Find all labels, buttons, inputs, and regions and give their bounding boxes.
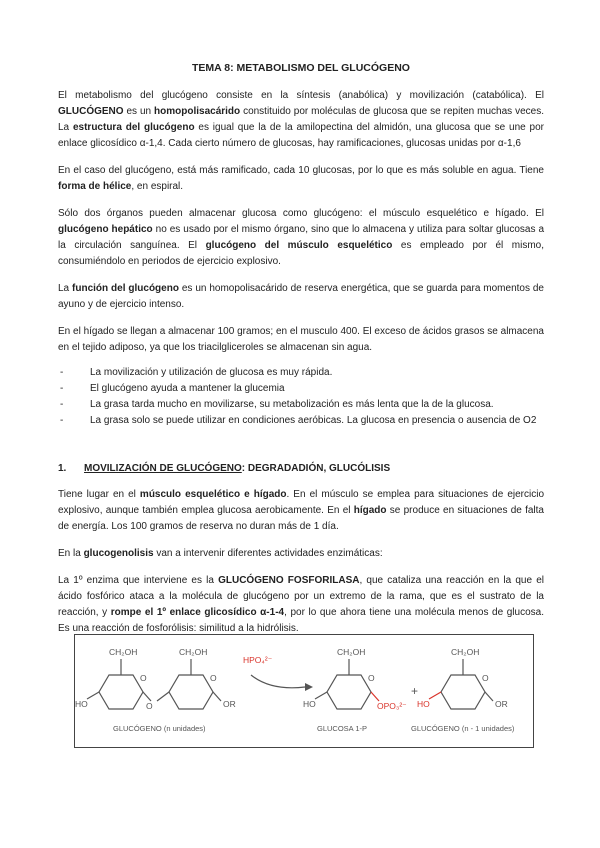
- or-label: OR: [495, 699, 508, 709]
- section-heading: 1. MOVILIZACIÓN DE GLUCÓGENO: DEGRADADIÓN, GLUCÓLISIS: [58, 463, 391, 474]
- ring-oxygen-label: O: [140, 673, 147, 683]
- ch2oh-label: CH₂OH: [179, 647, 208, 657]
- document-body: [58, 62, 544, 648]
- arrow-head: [305, 683, 313, 691]
- label-glycogen-n-minus-1: GLUCÓGENO (n - 1 unidades): [411, 724, 515, 733]
- glucose-1-phosphate: [303, 647, 407, 711]
- paragraph-branching: En el caso del glucógeno, está más ramificado, cada 10 glucosas, por lo que es más soluble en agua. Tiene forma de hélice, en espiral.: [58, 165, 544, 192]
- paragraph-location: Tiene lugar en el músculo esquelético e hígado. En el músculo se emplea para situaciones de ejercicio explosivo, aunque también emplea glucosa aerobicamente. En el hígado se produce en situaciones de falta de energía. Los 100 gramos de reserva no duran más de 1 día.: [58, 489, 545, 532]
- opo3-label: OPO₃²⁻: [377, 701, 407, 711]
- ch2oh-label: CH₂OH: [109, 647, 138, 657]
- paragraph-phosphorylase: La 1º enzima que interviene es la GLUCÓGENO FOSFORILASA, que cataliza una reacción en la que el ácido fosfórico ataca a la molécula de glucógeno por un extremo de la rama, que es el sustrato de la reacción, y rompe el 1º enlace glicosídico α-1-4, por lo que ahora tiene una molécula menos de glucosa. Es una reacción de fosforólisis: similitud a la hidrólisis.: [58, 575, 544, 634]
- reaction-arrow: [251, 675, 305, 688]
- list-item: - La grasa tarda mucho en movilizarse, su metabolización es más lenta que la de la glucosa.: [58, 397, 544, 413]
- or-label: OR: [223, 699, 236, 709]
- paragraph-intro: El metabolismo del glucógeno consiste en la síntesis (anabólica) y movilización (catabólica). El GLUCÓGENO es un homopolisacárido constituido por moléculas de glucosa que se repiten muchas veces. La estructura del glucógeno es igual que la de la amilopectina del almidón, una glucosa que se une por enlace glicosídico α-1,4. Cada cierto número de glucosas, hay ramificaciones, glucosas unidas por α-1,6: [58, 90, 545, 149]
- paragraph-function: La función del glucógeno es un homopolisacárido de reserva energética, que se guarda para momentos de ayuno y de ejercicio intenso.: [58, 283, 544, 310]
- reaction-diagram: [75, 635, 533, 747]
- ring-oxygen-label: O: [368, 673, 375, 683]
- list-item: - La movilización y utilización de glucosa es muy rápida.: [58, 365, 544, 381]
- hpo4-label: HPO₄²⁻: [243, 655, 273, 665]
- paragraph-organs: Sólo dos órganos pueden almacenar glucosa como glucógeno: el músculo esquelético e hígado. El glucógeno hepático no es usado por el mismo órgano, sino que lo almacena y utiliza para soltar glucosas a la circulación sanguínea. El glucógeno del músculo esquelético es empleado por él mismo, consumiéndolo en periodos de ejercicio explosivo.: [58, 208, 544, 267]
- paragraph-enzymes: En la glucogenolisis van a intervenir diferentes actividades enzimáticas:: [58, 548, 383, 559]
- ch2oh-label: CH₂OH: [337, 647, 366, 657]
- ring-oxygen-label: O: [210, 673, 217, 683]
- ho-label: HO: [75, 699, 88, 709]
- glucose-ring-left-2: [169, 647, 236, 709]
- list-item: - El glucógeno ayuda a mantener la glucemia: [58, 381, 544, 397]
- plus-sign: +: [411, 684, 419, 698]
- label-glycogen-n: GLUCÓGENO (n unidades): [113, 724, 206, 733]
- ch2oh-label: CH₂OH: [451, 647, 480, 657]
- label-glucose-1p: GLUCOSA 1-P: [317, 724, 368, 733]
- ho-label: HO: [303, 699, 316, 709]
- glucose-ring-right: [417, 647, 508, 709]
- glucose-ring-left-1: [75, 647, 153, 711]
- paragraph-storage: En el hígado se llegan a almacenar 100 gramos; en el musculo 400. El exceso de ácidos grasos se almacena en el tejido adiposo, ya que los triacilgliceroles se almacenan sin agua.: [58, 326, 544, 353]
- reaction-figure: [74, 634, 534, 748]
- bullet-list: [58, 365, 544, 429]
- ring-oxygen-label: O: [146, 701, 153, 711]
- page-title: TEMA 8: METABOLISMO DEL GLUCÓGENO: [192, 62, 410, 74]
- ring-oxygen-label: O: [482, 673, 489, 683]
- ho-label: HO: [417, 699, 430, 709]
- list-item: - La grasa solo se puede utilizar en condiciones aeróbicas. La glucosa en presencia o ausencia de O2: [58, 413, 544, 429]
